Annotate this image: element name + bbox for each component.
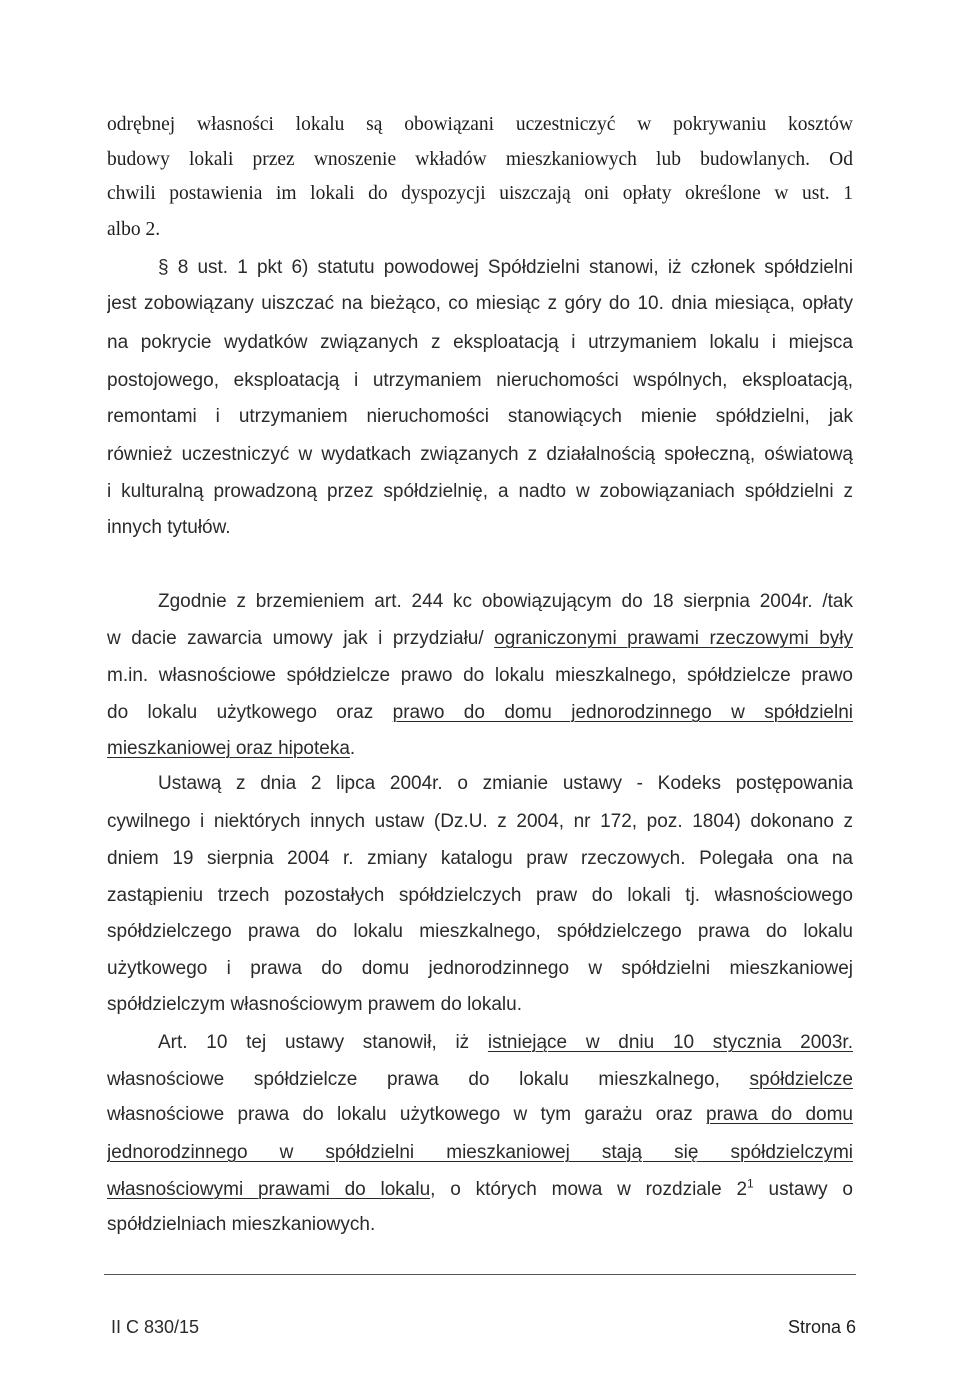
paragraph-line: budowy lokali przez wnoszenie wkładów mieszkaniowych lub budowlanych. Od [107,149,853,170]
underlined-text: własnościowymi prawami do lokalu [107,1179,431,1200]
paragraph-line: zastąpieniu trzech pozostałych spółdzielczych praw do lokali tj. własnościowego [107,885,853,906]
paragraph-line: § 8 ust. 1 pkt 6) statutu powodowej Spółdzielni stanowi, iż członek spółdzielni [158,257,853,278]
text-run: do lokalu użytkowego oraz [107,702,393,723]
text-run: , o których mowa w rozdziale 2 [430,1179,748,1200]
underlined-text: spółdzielcze [749,1069,853,1090]
paragraph-line [107,1103,853,1127]
paragraph-line: spółdzielniach mieszkaniowych. [107,1214,376,1235]
paragraph-line [107,1068,853,1092]
paragraph-line [158,1031,853,1055]
underlined-text: istniejące w dniu 10 stycznia 2003r. [487,1032,853,1053]
paragraph-line: również uczestniczyć w wydatkach związanych z działalnością społeczną, oświatową [107,444,853,465]
paragraph-line [107,1178,853,1202]
paragraph-line: chwili postawienia im lokali do dyspozycji uiszczają oni opłaty określone w ust. 1 [107,183,853,204]
text-run: Art. 10 tej ustawy stanowił, iż [158,1032,488,1053]
paragraph-line: postojowego, eksploatacją i utrzymaniem nieruchomości wspólnych, eksploatacją, [107,370,853,391]
text-run: w dacie zawarcia umowy jak i przydziału/ [107,628,495,649]
paragraph-line [107,737,853,761]
superscript: 1 [747,1178,754,1191]
underlined-text: prawo do domu jednorodzinnego w spółdzielni [392,702,853,723]
paragraph-line: Zgodnie z brzemieniem art. 244 kc obowiązującym do 18 sierpnia 2004r. /tak [158,591,853,612]
paragraph-line: i kulturalną prowadzoną przez spółdzielnię, a nadto w zobowiązaniach spółdzielni z [107,481,853,502]
paragraph-line: Ustawą z dnia 2 lipca 2004r. o zmianie ustawy - Kodeks postępowania [158,773,853,794]
paragraph-line [107,627,853,651]
paragraph-line: cywilnego i niektórych innych ustaw (Dz.U. z 2004, nr 172, poz. 1804) dokonano z [107,811,853,832]
footer-divider [104,1274,856,1275]
underlined-text: ograniczonymi prawami rzeczowymi były [494,628,853,649]
page-number: Strona 6 [787,1317,856,1337]
paragraph-line: innych tytułów. [107,517,231,538]
paragraph-line: na pokrycie wydatków związanych z eksploatacją i utrzymaniem lokalu i miejsca [107,332,853,353]
case-number: II C 830/15 [111,1317,200,1337]
text-run: własnościowe spółdzielcze prawa do lokalu mieszkalnego, [107,1069,750,1090]
paragraph-line: remontami i utrzymaniem nieruchomości stanowiących mienie spółdzielni, jak [107,406,853,427]
paragraph-line: albo 2. [107,219,161,240]
paragraph-line: jednorodzinnego w spółdzielni mieszkaniowej stają się spółdzielczymi [107,1142,853,1163]
text-run: . [349,738,356,759]
paragraph-line: jest zobowiązany uiszczać na bieżąco, co miesiąc z góry do 10. dnia miesiąca, opłaty [107,293,853,314]
text-run: ustawy o [753,1179,853,1200]
paragraph-line: dniem 19 sierpnia 2004 r. zmiany katalogu praw rzeczowych. Polegała ona na [107,848,853,869]
underlined-text: mieszkaniowej oraz hipoteka [107,738,350,759]
paragraph-line: odrębnej własności lokalu są obowiązani uczestniczyć w pokrywaniu kosztów [107,114,853,135]
underlined-text: prawa do domu [706,1104,853,1125]
paragraph-line: m.in. własnościowe spółdzielcze prawo do lokalu mieszkalnego, spółdzielcze prawo [107,665,853,686]
paragraph-line: użytkowego i prawa do domu jednorodzinnego w spółdzielni mieszkaniowej [107,958,853,979]
text-run: własnościowe prawa do lokalu użytkowego w tym garażu oraz [107,1104,707,1125]
paragraph-line: spółdzielczego prawa do lokalu mieszkalnego, spółdzielczego prawa do lokalu [107,921,853,942]
paragraph-line: spółdzielczym własnościowym prawem do lokalu. [107,994,522,1015]
paragraph-line [107,701,853,725]
